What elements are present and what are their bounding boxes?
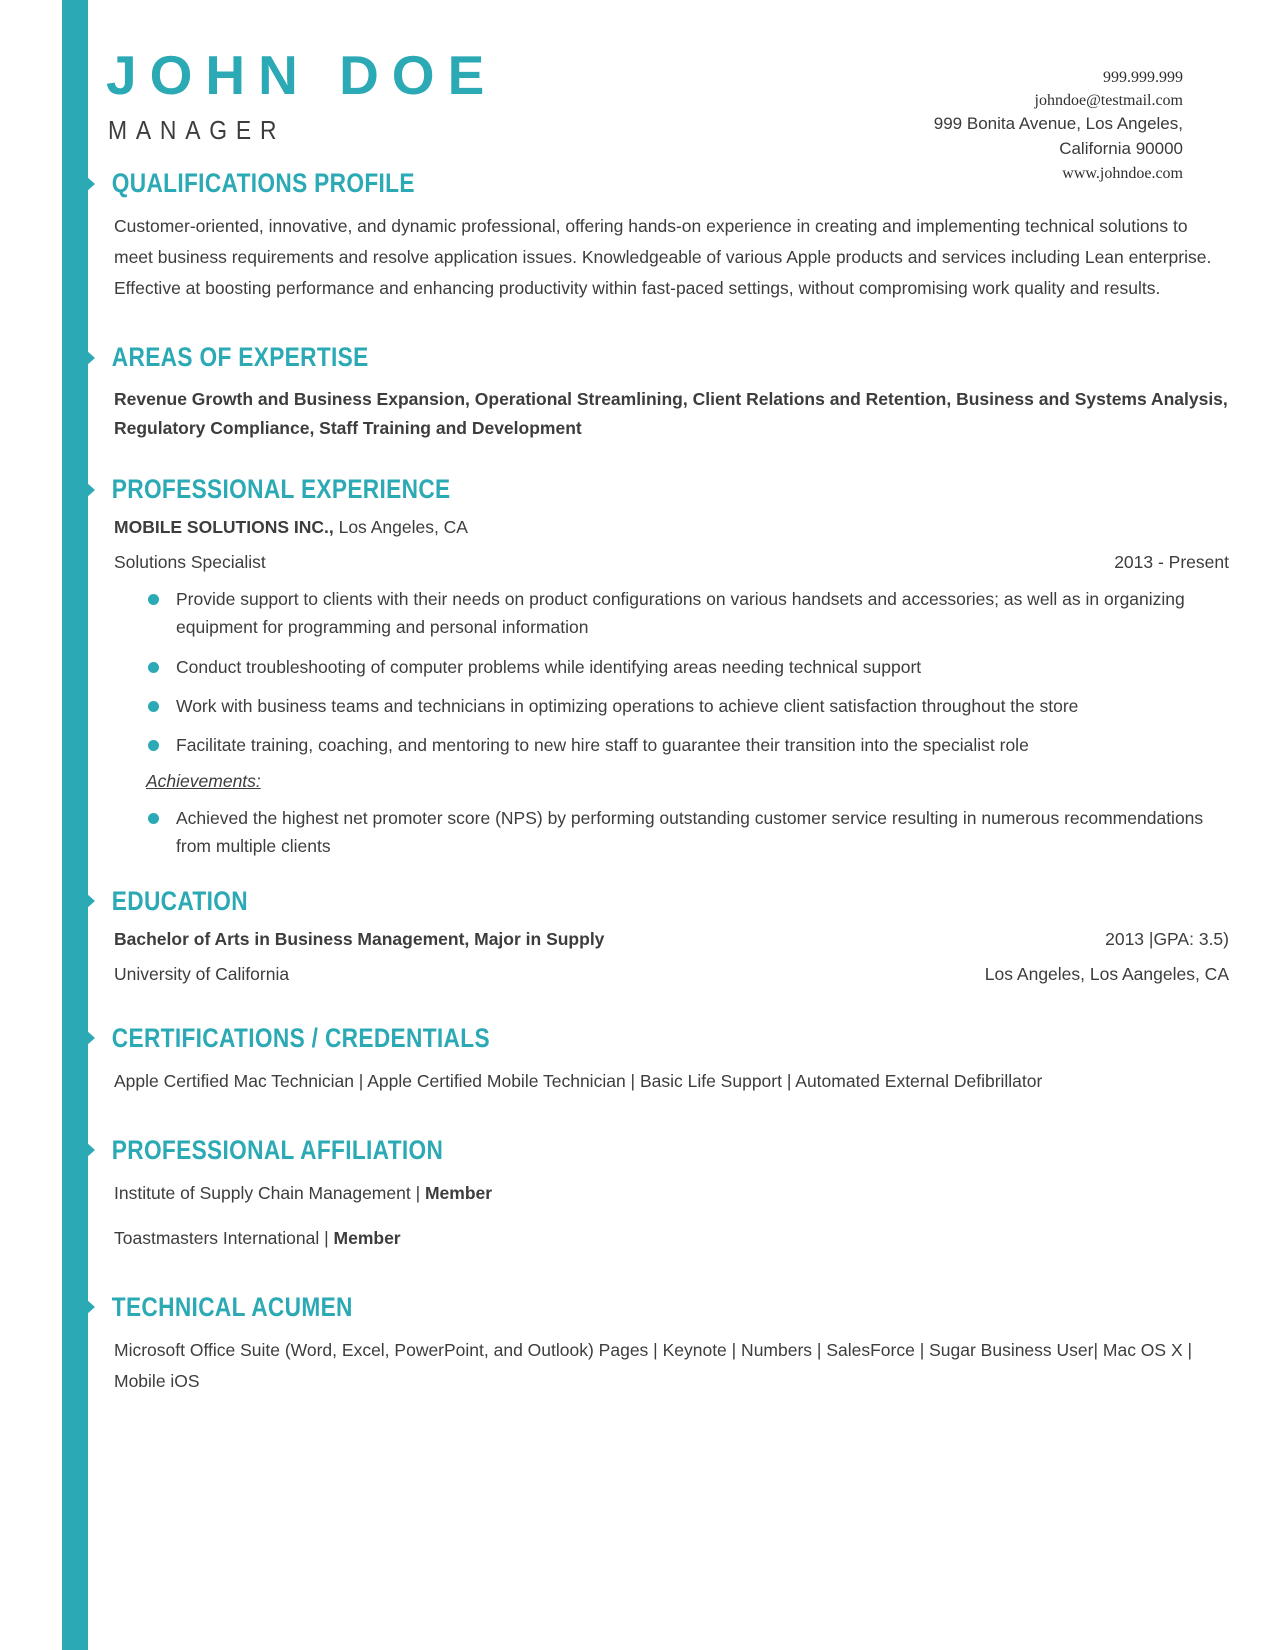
section-heading-expertise: AREAS OF EXPERTISE xyxy=(100,344,1048,371)
arrow-marker-icon xyxy=(78,169,95,199)
accent-sidebar-stripe xyxy=(62,0,88,1650)
experience-role-row xyxy=(114,552,1229,573)
list-item: Achieved the highest net promoter score (NPS) by performing outstanding customer service resulting in numerous recommendations from multiple clients xyxy=(146,804,1229,861)
section-qualifications-profile xyxy=(100,170,1229,304)
affiliation-role: Member xyxy=(333,1227,401,1248)
arrow-marker-icon xyxy=(78,1292,95,1322)
section-areas-of-expertise xyxy=(100,344,1229,442)
section-certifications xyxy=(100,1022,1229,1097)
list-item: Provide support to clients with their needs on product configurations on various handsets and accessories; as well as in organizing equipment for programming and personal information xyxy=(146,585,1229,642)
section-heading-experience: PROFESSIONAL EXPERIENCE xyxy=(100,476,1048,503)
experience-company-row xyxy=(114,517,1229,538)
section-professional-affiliation xyxy=(100,1134,1229,1254)
education-school-row xyxy=(114,964,1229,985)
education-degree-row xyxy=(114,929,1229,950)
affiliation-item xyxy=(114,1223,1229,1254)
experience-company-location: Los Angeles, CA xyxy=(333,517,468,538)
education-year-gpa: 2013 |GPA: 3.5) xyxy=(1105,928,1229,949)
section-heading-education: EDUCATION xyxy=(100,888,1048,915)
achievements-label: Achievements: xyxy=(146,770,261,791)
section-heading-technical: TECHNICAL ACUMEN xyxy=(100,1294,1048,1321)
contact-address-line2: California 90000 xyxy=(1059,139,1183,159)
contact-block xyxy=(934,66,1183,185)
contact-address-line1: 999 Bonita Avenue, Los Angeles, xyxy=(933,114,1183,134)
list-item: Work with business teams and technicians in optimizing operations to achieve client satisfaction throughout the store xyxy=(146,692,1229,720)
expertise-body: Revenue Growth and Business Expansion, Operational Streamlining, Client Relations and Retention, Business and Systems Analysis, Regulatory Compliance, Staff Training and Development xyxy=(114,389,1228,438)
arrow-marker-icon xyxy=(78,475,95,505)
education-school-location: Los Angeles, Los Aangeles, CA xyxy=(984,963,1229,984)
certifications-body: Apple Certified Mac Technician | Apple Certified Mobile Technician | Basic Life Support | Automated External Defibrillator xyxy=(114,1070,1043,1091)
candidate-name: JOHN DOE xyxy=(106,44,498,106)
arrow-marker-icon xyxy=(78,1135,95,1165)
technical-body: Microsoft Office Suite (Word, Excel, PowerPoint, and Outlook) Pages | Keynote | Numbers | SalesForce | Sugar Business User| Mac OS X | Mobile iOS xyxy=(114,1339,1193,1392)
list-item: Conduct troubleshooting of computer problems while identifying areas needing technical support xyxy=(146,653,1229,681)
section-heading-certifications: CERTIFICATIONS / CREDENTIALS xyxy=(100,1025,1048,1052)
experience-dates: 2013 - Present xyxy=(1114,552,1229,573)
section-heading-qualifications: QUALIFICATIONS PROFILE xyxy=(100,170,1048,197)
experience-company-name: MOBILE SOLUTIONS INC., xyxy=(114,517,334,538)
qualifications-body: Customer-oriented, innovative, and dynamic professional, offering hands-on experience in creating and implementing technical solutions to meet business requirements and resolve application issues. Knowledgeable of various Apple products and services including Lean enterprise. Effective at boosting performance and enhancing productivity within fast-paced settings, without compromising work quality and results. xyxy=(114,216,1212,299)
section-education xyxy=(100,885,1229,985)
affiliation-org: Institute of Supply Chain Management | xyxy=(114,1182,425,1203)
experience-bullet-list xyxy=(100,585,1229,760)
education-school: University of California xyxy=(114,963,290,984)
affiliation-org: Toastmasters International | xyxy=(114,1227,334,1248)
experience-role: Solutions Specialist xyxy=(114,552,266,573)
affiliation-role: Member xyxy=(424,1182,493,1203)
education-degree: Bachelor of Arts in Business Management, Major in Supply xyxy=(114,928,605,949)
list-item: Facilitate training, coaching, and mentoring to new hire staff to guarantee their transition into the specialist role xyxy=(146,731,1229,759)
contact-phone: 999.999.999 xyxy=(1103,69,1183,86)
contact-website[interactable]: www.johndoe.com xyxy=(1062,164,1183,182)
section-professional-experience xyxy=(100,476,1229,860)
resume-content xyxy=(88,0,1275,1650)
arrow-marker-icon xyxy=(78,1023,95,1053)
arrow-marker-icon xyxy=(78,343,95,373)
resume-header xyxy=(100,0,1229,182)
achievements-bullet-list xyxy=(100,804,1229,861)
candidate-job-title: MANAGER xyxy=(108,115,286,145)
affiliation-item xyxy=(114,1178,1229,1209)
arrow-marker-icon xyxy=(78,886,95,916)
section-heading-affiliation: PROFESSIONAL AFFILIATION xyxy=(100,1137,1048,1164)
contact-email[interactable]: johndoe@testmail.com xyxy=(1034,92,1183,110)
section-technical-acumen xyxy=(100,1291,1229,1397)
